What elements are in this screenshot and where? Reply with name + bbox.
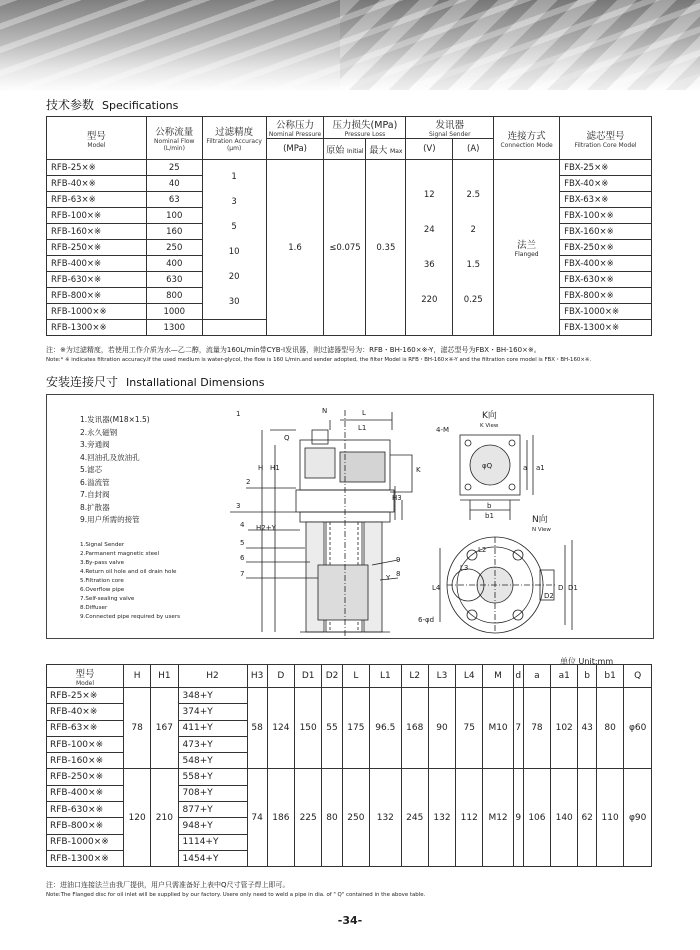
dims-row: [47, 688, 652, 704]
spec-flow: 400: [146, 256, 202, 272]
dims-model: RFB-40×※: [47, 704, 124, 720]
dims-a1: 102: [551, 688, 578, 769]
dims-d2: 80: [322, 769, 342, 867]
part-item-cn: 3.旁通阀: [80, 440, 110, 449]
dims-head-h1: H1: [151, 665, 178, 688]
dims-b1: 80: [597, 688, 624, 769]
n-view-en: N View: [532, 527, 551, 533]
dims-h2: 558+Y: [178, 769, 247, 785]
spec-head-pressure-unit: (MPa): [266, 139, 324, 160]
spec-flow: 1000: [146, 304, 202, 320]
dims-l2: 168: [401, 688, 428, 769]
label-d2: D2: [544, 592, 554, 600]
dims-b: 43: [578, 688, 597, 769]
spec-model: RFB-100×※: [47, 208, 147, 224]
dims-head-l2: L2: [401, 665, 428, 688]
dims-head-a1: a1: [551, 665, 578, 688]
spec-title-cn: 技术参数: [46, 98, 95, 112]
current-value: 0.25: [463, 294, 483, 305]
dims-l1: 132: [370, 769, 402, 867]
dims-model: RFB-160×※: [47, 753, 124, 769]
label-part9: 9: [396, 556, 401, 564]
spec-model: RFB-630×※: [47, 272, 147, 288]
spec-head-pressure: 公称压力 Nominal Pressure: [266, 117, 324, 139]
spec-initial-loss: ≤0.075: [324, 160, 366, 336]
dims-h: 78: [124, 688, 151, 769]
label-b1: b1: [485, 512, 494, 520]
spec-model: RFB-63×※: [47, 192, 147, 208]
dims-model: RFB-1300×※: [47, 850, 124, 866]
part-item-en: 8.Diffuser: [80, 605, 108, 611]
dims-model: RFB-250×※: [47, 769, 124, 785]
dims-q: φ60: [624, 688, 652, 769]
spec-head-accuracy: 过滤精度 Filtration Accuracy (μm): [202, 117, 266, 160]
dims-h2: 877+Y: [178, 802, 247, 818]
current-value: 1.5: [466, 259, 480, 270]
dims-h3: 74: [247, 769, 267, 867]
part-item-en: 3.By-pass valve: [80, 560, 125, 566]
dims-model: RFB-630×※: [47, 802, 124, 818]
current-value: 2: [470, 224, 476, 235]
label-h3: H3: [392, 494, 402, 502]
spec-core: FBX-25×※: [560, 160, 652, 176]
dims-head-a: a: [523, 665, 550, 688]
label-d: D: [558, 584, 564, 592]
spec-flow: 160: [146, 224, 202, 240]
dims-d1: 150: [295, 688, 322, 769]
label-h: H: [258, 464, 264, 472]
dims-b: 62: [578, 769, 597, 867]
spec-head-model: 型号 Model: [47, 117, 147, 160]
label-l1: L1: [358, 424, 367, 432]
dims-m: M12: [483, 769, 513, 867]
page-number: -34-: [337, 914, 363, 927]
spec-head-max: 最大 Max: [366, 139, 406, 160]
dims-row: [47, 769, 652, 785]
dims-l3: 132: [428, 769, 455, 867]
dims-head-m: M: [483, 665, 513, 688]
spec-core: FBX-100×※: [560, 208, 652, 224]
part-item-en: 5.Filtration core: [80, 578, 124, 584]
spec-flow: 40: [146, 176, 202, 192]
label-part5: 5: [240, 539, 245, 547]
dims-h1: 210: [151, 769, 178, 867]
accuracy-value: 10: [228, 246, 240, 257]
dims-b1: 110: [597, 769, 624, 867]
dims-a: 78: [523, 688, 550, 769]
current-value: 2.5: [466, 189, 480, 200]
spec-core: FBX-1300×※: [560, 320, 652, 336]
dims-model: RFB-100×※: [47, 736, 124, 752]
spec-flow: 25: [146, 160, 202, 176]
dims-m: M10: [483, 688, 513, 769]
spec-core: FBX-63×※: [560, 192, 652, 208]
dims-d: 7: [513, 688, 523, 769]
connection-en: Flanged: [514, 251, 539, 258]
spec-model: RFB-160×※: [47, 224, 147, 240]
accuracy-value: 30: [228, 296, 240, 307]
dims-l: 250: [342, 769, 369, 867]
label-h2y: H2+Y: [256, 524, 276, 532]
part-item-en: 7.Self-sealing valve: [80, 596, 135, 602]
dims-head-l1: L1: [370, 665, 402, 688]
dim-note-en: Note:The Flanged disc for oil inlet will be supplied by our factory. Usere only need to weld a pipe in dia. of " Q" contained in the above table.: [46, 892, 426, 898]
voltage-value: 36: [423, 259, 435, 270]
label-d1: D1: [568, 584, 578, 592]
label-q: Q: [284, 434, 290, 442]
dims-head-b1: b1: [597, 665, 624, 688]
dims-h3: 58: [247, 688, 267, 769]
accuracy-value: 1: [231, 171, 237, 182]
label-phiq: φQ: [482, 462, 493, 470]
dims-l: 175: [342, 688, 369, 769]
spec-core: FBX-800×※: [560, 288, 652, 304]
dim-title-cn: 安装连接尺寸: [46, 375, 119, 389]
dims-head-d1: D1: [295, 665, 322, 688]
spec-pressure: 1.6: [266, 160, 324, 336]
spec-model: RFB-400×※: [47, 256, 147, 272]
spec-head-flow: 公称流量 Nominal Flow (L/min): [146, 117, 202, 160]
dims-h2: 473+Y: [178, 736, 247, 752]
part-item-cn: 1.发讯器(M18×1.5): [80, 415, 150, 424]
connection-cn: 法兰: [517, 240, 537, 251]
spec-note-cn: 注：※为过滤精度，若使用工作介质为水—乙二醇，流量为160L/min带CYB-I发讯器，则过滤器型号为：RFB・BH-160×※-Y，滤芯型号为FBX・BH-160×※。: [46, 346, 541, 354]
dims-l4: 112: [456, 769, 483, 867]
spec-head-voltage: (V): [406, 139, 453, 160]
voltage-value: 24: [423, 224, 435, 235]
dims-head-l4: L4: [456, 665, 483, 688]
k-view-en: K View: [480, 423, 499, 429]
spec-flow: 630: [146, 272, 202, 288]
dims-head-q: Q: [624, 665, 652, 688]
spec-head-loss: 压力损失(MPa) Pressure Loss: [324, 117, 406, 139]
dim-title-en: Installational Dimensions: [126, 376, 265, 389]
spec-note-en: Note:* ※ indicates filtration accuracy.If the used medium is water-glycol, the flow is 160 L/min.and sender adopted, the filter Model is RFB・BH-160×※-Y and the filtration core model is FBX・BH-160×※.: [46, 357, 592, 363]
label-a: a: [523, 464, 528, 472]
label-part8: 8: [396, 570, 401, 578]
spec-flow: 250: [146, 240, 202, 256]
accuracy-value: 3: [231, 196, 237, 207]
label-part7: 7: [240, 570, 245, 578]
label-y: Y: [386, 574, 391, 582]
label-n: N: [322, 407, 328, 415]
dims-d: 186: [267, 769, 294, 867]
dims-model: RFB-25×※: [47, 688, 124, 704]
dims-d: 124: [267, 688, 294, 769]
dims-model: RFB-400×※: [47, 785, 124, 801]
dims-h2: 708+Y: [178, 785, 247, 801]
dims-l1: 96.5: [370, 688, 402, 769]
label-l4: L4: [432, 584, 441, 592]
part-item-cn: 4.回油孔及放油孔: [80, 452, 140, 462]
dims-head-model: 型号 Model: [47, 665, 124, 688]
dims-l3: 90: [428, 688, 455, 769]
dims-head-d: d: [513, 665, 523, 688]
spec-model: RFB-1300×※: [47, 320, 147, 336]
label-l: L: [362, 409, 366, 417]
spec-title-en: Specifications: [102, 99, 179, 112]
voltage-value: 220: [421, 294, 438, 305]
spec-flow: 63: [146, 192, 202, 208]
spec-core: FBX-250×※: [560, 240, 652, 256]
dims-head-h2: H2: [178, 665, 247, 688]
spec-head-core: 滤芯型号 Filtration Core Model: [560, 117, 652, 160]
spec-head-sender: 发讯器 Signal Sender: [406, 117, 494, 139]
label-6d: 6-φd: [418, 616, 435, 624]
dims-q: φ90: [624, 769, 652, 867]
spec-core: FBX-1000×※: [560, 304, 652, 320]
spec-core: FBX-160×※: [560, 224, 652, 240]
dims-h1: 167: [151, 688, 178, 769]
dims-h2: 411+Y: [178, 720, 247, 736]
dims-h2: 374+Y: [178, 704, 247, 720]
spec-model: RFB-1000×※: [47, 304, 147, 320]
part-item-en: 1.Signal Sender: [80, 542, 125, 548]
dims-d2: 55: [322, 688, 342, 769]
dims-head-d: D: [267, 665, 294, 688]
part-item-cn: 9.用户所需的接管: [80, 515, 140, 524]
spec-head-initial: 原始 Initial: [324, 139, 366, 160]
spec-core: FBX-630×※: [560, 272, 652, 288]
dims-a1: 140: [551, 769, 578, 867]
spec-model: RFB-800×※: [47, 288, 147, 304]
dim-note: [46, 880, 425, 900]
label-b: b: [487, 502, 492, 510]
label-part6: 6: [240, 554, 245, 562]
k-view-cn: K向: [482, 411, 497, 421]
spec-model: RFB-250×※: [47, 240, 147, 256]
n-view-cn: N向: [532, 515, 548, 525]
label-part1: 1: [236, 410, 241, 418]
spec-head-current: (A): [453, 139, 494, 160]
k-view: [460, 435, 533, 520]
dims-head-d2: D2: [322, 665, 342, 688]
dim-note-cn: 注：进油口连接法兰由我厂提供，用户只需准备好上表中Q尺寸管子焊上即可。: [46, 881, 290, 889]
dims-model: RFB-63×※: [47, 720, 124, 736]
dims-d: 9: [513, 769, 523, 867]
spec-model: RFB-40×※: [47, 176, 147, 192]
part-item-en: 4.Return oil hole and oil drain hole: [80, 569, 177, 575]
spec-head-connection: 连接方式 Connection Mode: [494, 117, 560, 160]
label-part2: 2: [246, 478, 251, 486]
spec-flow: 100: [146, 208, 202, 224]
label-l3: L3: [460, 564, 469, 572]
dims-model: RFB-800×※: [47, 818, 124, 834]
dims-head-b: b: [578, 665, 597, 688]
dims-h2: 348+Y: [178, 688, 247, 704]
label-l2: L2: [478, 546, 487, 554]
spec-max-loss: 0.35: [366, 160, 406, 336]
label-k: K: [416, 466, 421, 474]
label-a1: a1: [536, 464, 545, 472]
dims-h2: 948+Y: [178, 818, 247, 834]
dims-h: 120: [124, 769, 151, 867]
spec-model: RFB-25×※: [47, 160, 147, 176]
label-4m: 4-M: [436, 426, 450, 434]
label-part3: 3: [236, 502, 241, 510]
dims-h2: 548+Y: [178, 753, 247, 769]
part-item-cn: 5.滤芯: [80, 465, 103, 474]
part-item-cn: 7.自封阀: [80, 490, 110, 499]
part-item-cn: 8.扩散器: [80, 502, 110, 512]
dims-model: RFB-1000×※: [47, 834, 124, 850]
dims-l4: 75: [456, 688, 483, 769]
dims-h2: 1114+Y: [178, 834, 247, 850]
voltage-value: 12: [423, 189, 435, 200]
unit-label: 单位 Unit:mm: [560, 657, 614, 666]
spec-flow: 1300: [146, 320, 202, 336]
dims-d1: 225: [295, 769, 322, 867]
dims-head-h: H: [124, 665, 151, 688]
accuracy-value: 5: [231, 221, 237, 232]
part-item-en: 6.Overflow pipe: [80, 587, 125, 593]
part-item-cn: 2.永久磁钢: [80, 427, 118, 437]
label-h1: H1: [270, 464, 280, 472]
dims-head-l: L: [342, 665, 369, 688]
dims-header-row: [47, 665, 652, 688]
accuracy-value: 20: [228, 271, 240, 282]
dims-a: 106: [523, 769, 550, 867]
part-item-en: 9.Connected pipe required by users: [80, 614, 181, 620]
label-part4: 4: [240, 521, 245, 529]
dims-head-l3: L3: [428, 665, 455, 688]
spec-flow: 800: [146, 288, 202, 304]
dimensions-table: [46, 664, 652, 867]
dims-h2: 1454+Y: [178, 850, 247, 866]
spec-core: FBX-40×※: [560, 176, 652, 192]
part-item-en: 2.Parmanent magnetic steel: [80, 551, 160, 557]
part-item-cn: 6.溢流管: [80, 477, 110, 487]
spec-core: FBX-400×※: [560, 256, 652, 272]
dims-l2: 245: [401, 769, 428, 867]
n-view: [440, 537, 572, 633]
dims-head-h3: H3: [247, 665, 267, 688]
